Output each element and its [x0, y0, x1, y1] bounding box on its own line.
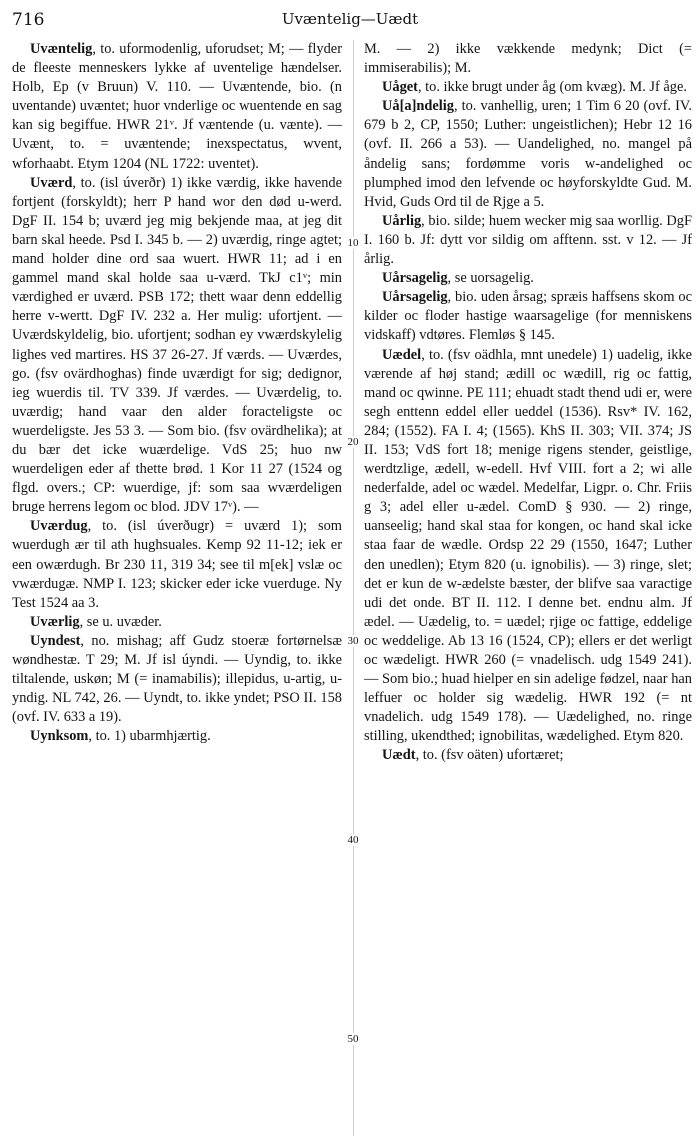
entry-headword: Uårlig: [382, 212, 422, 229]
entry: [12, 517, 342, 612]
entry-headword: Uværdug: [30, 518, 88, 535]
entry: [364, 346, 692, 747]
entry-headword: Uynksom: [30, 728, 89, 745]
right-column: [364, 40, 692, 1140]
entry: [364, 288, 692, 345]
running-title: Uvæntelig—Uædt: [281, 10, 419, 28]
entry: [12, 40, 342, 174]
entry-headword: Uvæntelig: [30, 41, 93, 57]
entry: [364, 746, 692, 765]
entry-continuation: [364, 40, 692, 78]
line-number: 20: [344, 436, 362, 448]
entry: [12, 727, 342, 746]
entry: [364, 97, 692, 212]
entry-headword: Uyndest: [30, 632, 81, 649]
entry-headword: Uårsagelig: [382, 289, 448, 306]
entry-headword: Uværlig: [30, 613, 80, 630]
left-column: [12, 40, 342, 1140]
entry: [12, 174, 342, 518]
entry-text: , se u. uvæder.: [79, 613, 162, 630]
line-number: 50: [344, 1033, 362, 1045]
page-number: 716: [12, 10, 45, 30]
entry-headword: Uårsagelig: [382, 270, 448, 287]
entry-headword: Uædel: [382, 346, 422, 363]
entry-text: , bio. uden årsag; spræis haffsens skom oc kilder oc floder hastige waarsagelige (for menniskens vidskaff) vdtøres. Flemløs § 145.: [364, 289, 692, 344]
entry-text: , to. vanhellig, uren; 1 Tim 6 20 (ovf. IV. 679 b 2, CP, 1550; Luther: ungeistlichen); Hebr 12 16 (ovf. II. 266 a 53). — Uandelighed, no. mangel på åndelig sans; fordømme voris w-andelighed oc plumphed imod den lefvende oc høyforskyldte Gud. M. Hvid, Guds Ord til de Rjge a 5.: [364, 98, 692, 210]
entry-text: , to. (isl úverðr) 1) ikke værdig, ikke havende fortjent (forskyldt); herr P hand wor den død u-werd. DgF II. 154 b; uværd jeg mig bekjende maa, at jeg dit barn skal heede. Psd I. 345 b. — 2) uværdig, ringe agtet; mand holder dine ord saa wuert. HWR 11; ad i en gammel mand skal holde saa u-værd. TkJ c1ᵛ; min værdighed er uværd. PSB 172; thett waar denn eddellig herre v-wertt. DgF IV. 232 a. Her mulig: ufortjent. — Uværdskyldelig, bio. ufortjent; sodhan ey vwærdskylelig lighes ved martires. HS 37 26-27. Jf værds. — Uværdes, go. (fsv ovärdhoghas) finde uværdigt for sig; dedignor, ieg wuerdis til. TV 339. Jf værdes. — Uværdelig, to. uværdig; hand vaar den alder foracteligste oc wuerdeligste. Jes 53 3. — Som bio. (fsv ovärdhelika); at du bær det icke wuærdelige. VdS 25; huo nw wuerdeligen eder af thette brød. 1 Kor 11 27 (1524 og flgd. overs.; CP: wuerdige, jf: som saa wværdeligen bruge herrens legom oc blod. JDV 17ᵛ). —: [12, 174, 342, 516]
page-header: [12, 6, 688, 36]
entry-headword: Uåget: [382, 79, 418, 96]
entry-text: , to. (fsv oäten) ufortæret;: [415, 747, 564, 764]
entry-text: , se uorsagelig.: [447, 270, 534, 287]
entry: [12, 632, 342, 727]
line-number: 40: [344, 834, 362, 846]
entry: [12, 613, 342, 632]
column-divider: [353, 40, 354, 1136]
entry-text: , no. mishag; aff Gudz stoeræ fortørnelsæ wøndhestæ. T 29; M. Jf isl úyndi. — Uyndig, to. ikke tiltalende, uskøn; M (= inamabilis); illepidus, u-artig, u-yndig. NL 742, 26. — Uyndt, to. ikke yndet; PSO II. 158 (ovf. IV. 633 a 19).: [12, 632, 342, 726]
entry-headword: Uværd: [30, 174, 73, 191]
entry: [364, 269, 692, 288]
line-number: 10: [344, 237, 362, 249]
line-number: 30: [344, 635, 362, 647]
entry-text: M. — 2) ikke vækkende medynk; Dict (= immiserabilis); M.: [364, 41, 692, 77]
entry-text: , to. (isl úverðugr) = uværd 1); som wuerdugh ær til ath hughsuales. Kemp 92 11-12; iek er een owærdugh. Br 230 11, 319 34; see til m[ek] vslæ oc vwærdugæ. NMP I. 123; skicker eder icke vuerduge. Ny Test 1524 aa 3.: [12, 518, 342, 611]
entry-headword: Uædt: [382, 747, 416, 764]
entry: [364, 78, 692, 97]
entry-text: , to. ikke brugt under åg (om kvæg). M. Jf åge.: [417, 79, 687, 96]
entry-text: , to. 1) ubarmhjærtig.: [88, 728, 211, 745]
entry-text: , bio. silde; huem wecker mig saa worllig. DgF I. 160 b. Jf: dytt vor sildig om afftenn. sst. v 12. — Jf årlig.: [364, 212, 692, 268]
entry: [364, 212, 692, 269]
entry-headword: Uå[a]ndelig: [382, 98, 454, 115]
entry-text: , to. uformodenlig, uforudset; M; — flyder de fleeste menneskers lykke af uventelige hændelser. Holb, Ep (v Bruun) V. 110. — Uvæntende, bio. (n uventande) uvæntet; huor vnderlige oc wuentende en sag kan sig begiffue. HWR 21ᵛ. Jf væntende (u. vænte). — Uvænt, to. = uvæntende; inexspectatus, wvent, wforhaabt. Etym 1204 (NL 1722: uventet).: [12, 41, 342, 172]
entry-text: , to. (fsv oädhla, mnt unedele) 1) uadelig, ikke værende af høj stand; ædill oc wædill, rig oc fattig, mand oc qwinne. PE 111; ehuadt stadt thend udi er, were segh enttenn eddel eller ueddel (1536). Rsv* IV. 162, 284; (1552). FA I. 4; (1565). KhS II. 303; VII. 374; JS II. 153; VdS fort 18; menige rigens stender, geistlige, werdtzlige, ædell, w-edell. Hvf VIII. fort a 2; wi alle nederfalde, adel oc wædel. Medelfar, Ligpr. o. Chr. Friis g 3; adel eller u-ædel. ComD § 930. — 2) ringe, uanseelig; hand skal staa for kongen, oc hand skal icke staa faar de wædle. Ordsp 22 29 (1550, 1647; Luther den unedlen); Etym 820 (u. ignobilis). — 3) ringe, slet; det er kun de w-ædelste bæster, der blifve saa varactige udi det onde. BT II. 112. I denne bet. endnu alm. Jf ædel. — Uædelig, to. = uædel; rjige oc fattige, eddelige oc weddelige. Ab 13 16 (1524, CP); ellers er det werligt oc wædeligt. HWR 260 (= vnadelisch. udg 1549 241). — Som bio.; huad hielper en sin adelige fødzel, naar han leffuer oc holder sig wædelig. HWR 192 (= nt vnadelich. udg 1549 178). — Uædelighed, no. ringe stilling, ukendthed; ignobilitas, wædelighed. Etym 820.: [364, 346, 692, 745]
